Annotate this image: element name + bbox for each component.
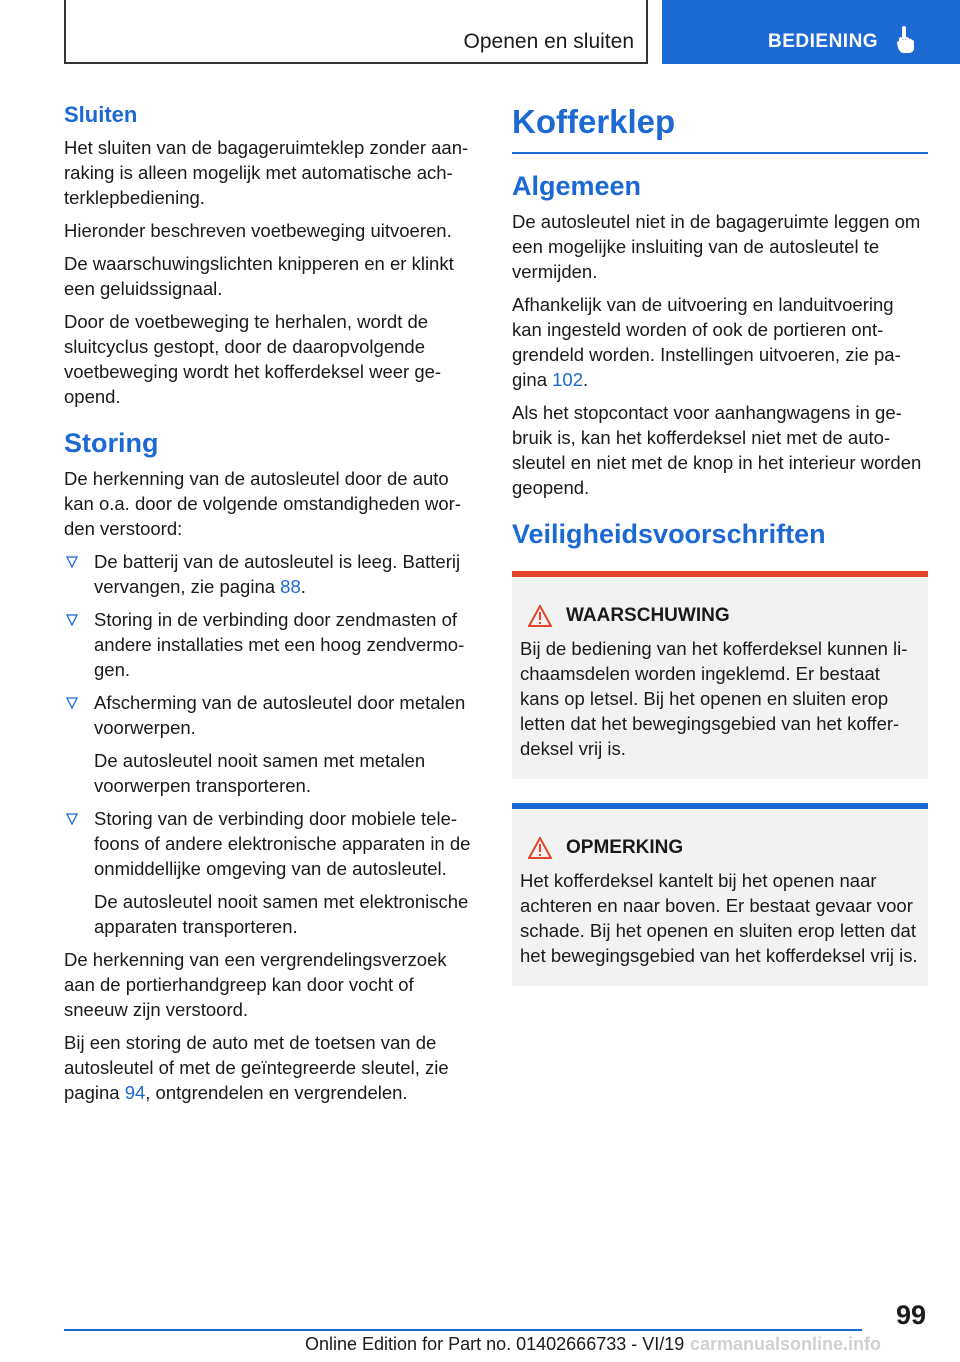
note-title: OPMERKING (566, 837, 684, 858)
storing-list (64, 549, 478, 939)
warning-box (512, 571, 928, 779)
sluiten-paragraph-4: Door de voetbeweging te herhalen, wordt de sluitcyclus gestopt, door de daaropvolgende voetbeweging wordt het kofferdeksel weer geopend. (64, 311, 442, 407)
algemeen-heading: Algemeen (512, 171, 642, 201)
page-number: 99 (896, 1300, 927, 1330)
list-item (64, 549, 478, 599)
bullet-4-sub: De autosleutel nooit samen met elektronische apparaten transporteren. (94, 891, 469, 937)
bullet-2: Storing in de verbinding door zendmasten of andere installaties met een hoog zendvermogen. (94, 609, 465, 680)
watermark: carmanualsonline.info (690, 1334, 882, 1354)
kofferklep-title: Kofferklep (512, 103, 676, 140)
page-link-102[interactable]: 102 (552, 369, 583, 390)
list-item (64, 690, 478, 798)
sluiten-paragraph-2: Hieronder beschreven voetbeweging uitvoeren. (64, 220, 452, 241)
algemeen-paragraph-1: De autosleutel niet in de bagageruimte leggen om een mogelijke insluiting van de autosleutel te vermijden. (512, 211, 921, 282)
header-section-box (64, 0, 648, 64)
note-box (512, 803, 928, 986)
footer-edition: Online Edition for Part no. 01402666733 - VI/19 (305, 1334, 685, 1354)
warning-text: Bij de bediening van het kofferdeksel kunnen lichaamsdelen worden ingeklemd. Er bestaat kans op letsel. Bij het openen en sluiten erop letten dat het bewegingsgebied van het kofferdeksel vrij is. (520, 638, 908, 759)
warning-triangle-icon (528, 605, 552, 627)
page-link-94[interactable]: 94 (124, 1082, 146, 1103)
algemeen-paragraph-3: Als het stopcontact voor aanhangwagens in gebruik is, kan het kofferdeksel niet met de autosleutel en niet met de knop in het interieur worden geopend. (512, 402, 922, 498)
footer-divider (64, 1329, 862, 1331)
right-column (512, 96, 928, 986)
veiligheid-heading: Veiligheidsvoorschriften (512, 519, 826, 549)
warning-title: WAARSCHUWING (566, 605, 730, 626)
triangle-bullet-icon (66, 813, 78, 825)
sluiten-paragraph-3: De waarschuwingslichten knipperen en er klinkt een geluidssignaal. (64, 253, 454, 299)
algemeen-paragraph-2: Afhankelijk van de uitvoering en landuitvoering kan ingesteld worden of ook de portieren ontgrendeld worden. Instellingen uitvoeren, zie pagina 102. (512, 294, 901, 390)
storing-heading: Storing (64, 428, 159, 458)
header-chapter-tab[interactable] (662, 0, 960, 64)
triangle-bullet-icon (66, 697, 78, 709)
bullet-3-sub: De autosleutel nooit samen met metalen voorwerpen transporteren. (94, 750, 426, 796)
bullet-4: Storing van de verbinding door mobiele telefoons of andere elektronische apparaten in de onmiddellijke omgeving van de autosleutel. (94, 808, 471, 879)
after-paragraph-2: Bij een storing de auto met de toetsen van de autosleutel of met de geïntegreerde sleutel, zie pagina 94, ontgrendelen en vergrendelen. (64, 1032, 449, 1103)
hand-pointer-icon (896, 26, 916, 54)
list-item (64, 806, 478, 939)
sluiten-heading: Sluiten (64, 102, 138, 127)
bullet-1: De batterij van de autosleutel is leeg. Batterij vervangen, zie pagina 88. (94, 551, 461, 597)
sluiten-paragraph-1: Het sluiten van de bagageruimteklep zonder aanraking is alleen mogelijk met automatische achterklepbediening. (64, 137, 469, 208)
left-column (64, 96, 478, 1113)
warning-triangle-icon (528, 837, 552, 859)
list-item (64, 607, 478, 682)
header-section-title: Openen en sluiten (463, 30, 634, 53)
after-paragraph-1: De herkenning van een vergrendelingsverzoek aan de portierhandgreep kan door vocht of sneeuw zijn verstoord. (64, 949, 447, 1020)
triangle-bullet-icon (66, 556, 78, 568)
header-chapter-title: BEDIENING (768, 31, 879, 52)
storing-intro: De herkenning van de autosleutel door de auto kan o.a. door de volgende omstandigheden worden verstoord: (64, 468, 462, 539)
triangle-bullet-icon (66, 614, 78, 626)
note-text: Het kofferdeksel kantelt bij het openen naar achteren en naar boven. Er bestaat gevaar voor schade. Bij het openen en sluiten erop letten dat het bewegingsgebied van het kofferdeksel vrij is. (520, 870, 918, 966)
page-link-88[interactable]: 88 (280, 576, 301, 597)
title-divider (512, 152, 928, 154)
bullet-3: Afscherming van de autosleutel door metalen voorwerpen. (94, 692, 466, 738)
